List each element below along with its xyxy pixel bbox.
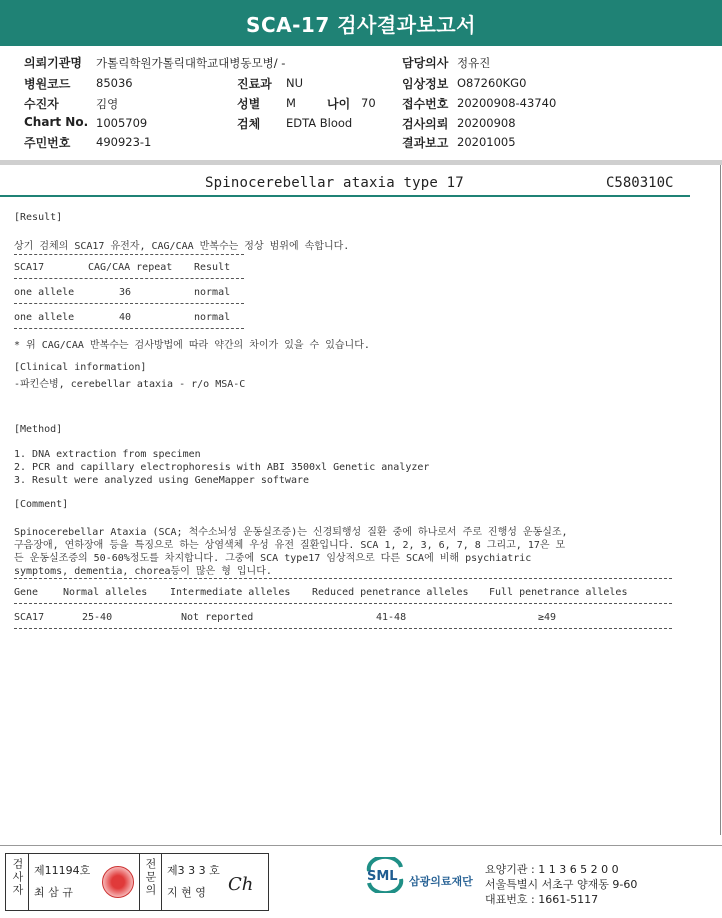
receipt-label: 접수번호 — [402, 97, 449, 111]
age-label: 나이 — [327, 97, 351, 111]
clinical-label: 임상정보 — [402, 77, 449, 91]
result-text: 상기 검체의 SCA17 유전자, CAG/CAA 반복수는 정상 범위에 속합니다. — [14, 241, 350, 252]
gene-header: Normal alleles — [63, 587, 148, 598]
collector-label: 수진자 — [24, 97, 59, 111]
gene-cell: Not reported — [181, 612, 254, 623]
collector-value: 김영 — [96, 97, 119, 111]
gene-header: Gene — [14, 587, 39, 598]
doctor-value: 정유진 — [457, 56, 491, 70]
gene-cell: 25-40 — [82, 612, 113, 623]
clinical-heading: [Clinical information] — [14, 362, 147, 373]
comment-line: symptoms, dementia, chorea등이 많은 형 입니다. — [14, 566, 272, 577]
specialist-number: 제3 3 3 호 — [167, 864, 220, 877]
method-item: 3. Result were analyzed using GeneMapper software — [14, 475, 310, 486]
table-row-repeat: 40 — [119, 312, 132, 323]
comment-line: 구음장애, 연하장애 등을 특징으로 하는 상염색체 우성 유전 질환입니다. SCA 1, 2, 3, 6, 7, 8 그리고, 17은 모 — [14, 540, 566, 551]
request-value: 20200908 — [457, 116, 516, 130]
specialist-name: 지 현 영 — [167, 886, 206, 899]
age-value: 70 — [361, 96, 376, 110]
org-label: 의뢰기관명 — [24, 56, 82, 70]
address: 서울특별시 서초구 양재동 9-60 — [485, 878, 638, 891]
table-header-repeat: CAG/CAA repeat — [88, 262, 173, 273]
examiner-number: 제11194호 — [34, 864, 91, 877]
sex-value: M — [286, 96, 296, 110]
report-date-label: 결과보고 — [402, 136, 449, 150]
gene-header: Reduced penetrance alleles — [312, 587, 469, 598]
rrn-label: 주민번호 — [24, 136, 71, 150]
sex-label: 성별 — [237, 97, 261, 111]
gene-table-header-rule — [14, 603, 672, 604]
signature-mark: Ch — [228, 874, 254, 895]
table-header-gene: SCA17 — [14, 262, 45, 273]
table-row-allele: one allele — [14, 312, 75, 323]
method-item: 2. PCR and capillary electrophoresis with ABI 3500xl Genetic analyzer — [14, 462, 430, 473]
clinical-text: -파킨슨병, cerebellar ataxia - r/o MSA-C — [14, 379, 246, 390]
sml-logo — [365, 857, 473, 897]
gene-table-bottom-rule — [14, 628, 672, 629]
dept-value: NU — [286, 76, 304, 90]
table-row-result: normal — [194, 287, 231, 298]
signature-box — [5, 853, 269, 911]
hospital-code-label: 병원코드 — [24, 77, 71, 91]
table-top-rule — [14, 254, 244, 255]
doctor-label: 담당의사 — [402, 56, 449, 70]
table-header-result: Result — [194, 262, 231, 273]
patient-header — [0, 50, 722, 156]
comment-line: Spinocerebellar Ataxia (SCA; 척수소뇌성 운동실조증)는 신경퇴행성 질환 중에 하나로서 주로 진행성 운동실조, — [14, 527, 568, 538]
org-value: 가톨릭학원가톨릭대학교대병동모병/ - — [96, 56, 286, 70]
hospital-code-value: 85036 — [96, 76, 133, 90]
phone-number: 대표번호 : 1661-5117 — [485, 893, 599, 906]
dept-label: 진료과 — [237, 77, 272, 91]
method-heading: [Method] — [14, 424, 63, 435]
gene-header: Intermediate alleles — [170, 587, 291, 598]
table-bottom-rule — [14, 328, 244, 329]
gene-table-top-rule — [14, 578, 672, 579]
sml-logo-text: SML — [367, 869, 398, 884]
rrn-value: 490923-1 — [96, 135, 152, 149]
comment-heading: [Comment] — [14, 499, 69, 510]
examiner-label: 검사자 — [11, 858, 24, 897]
chart-label: Chart No. — [24, 115, 89, 129]
gene-cell: ≥49 — [538, 612, 557, 623]
specialist-label: 전문의 — [144, 858, 157, 897]
receipt-value: 20200908-43740 — [457, 96, 557, 110]
report-title: SCA-17 검사결과보고서 — [0, 0, 722, 46]
result-heading: [Result] — [14, 212, 63, 223]
request-label: 검사의뢰 — [402, 117, 449, 131]
clinical-value: O87260KG0 — [457, 76, 527, 90]
table-row-allele: one allele — [14, 287, 75, 298]
chart-value: 1005709 — [96, 116, 148, 130]
table-row-result: normal — [194, 312, 231, 323]
table-header-rule — [14, 278, 244, 279]
comment-line: 든 운동실조증의 50-60%정도를 차지합니다. 그중에 SCA type17 임상적으로 다른 SCA에 비해 psychiatric — [14, 553, 532, 564]
section-rule — [0, 195, 690, 197]
specimen-value: EDTA Blood — [286, 116, 353, 130]
specimen-label: 검체 — [237, 117, 261, 131]
examiner-name: 최 삼 규 — [34, 886, 73, 899]
test-code: C580310C — [606, 175, 674, 191]
gene-cell: 41-48 — [376, 612, 407, 623]
gene-header: Full penetrance alleles — [489, 587, 628, 598]
table-row-rule — [14, 303, 244, 304]
table-row-repeat: 36 — [119, 287, 132, 298]
test-name: Spinocerebellar ataxia type 17 — [205, 175, 464, 191]
method-item: 1. DNA extraction from specimen — [14, 449, 201, 460]
report-date-value: 20201005 — [457, 135, 516, 149]
agency-number: 요양기관 : 1 1 3 6 5 2 0 0 — [485, 863, 619, 876]
result-note: * 위 CAG/CAA 반복수는 검사방법에 따라 약간의 차이가 있을 수 있습니다. — [14, 340, 370, 351]
gene-cell: SCA17 — [14, 612, 45, 623]
seal-stamp-icon — [102, 866, 134, 898]
foundation-name: 삼광의료재단 — [409, 875, 473, 888]
